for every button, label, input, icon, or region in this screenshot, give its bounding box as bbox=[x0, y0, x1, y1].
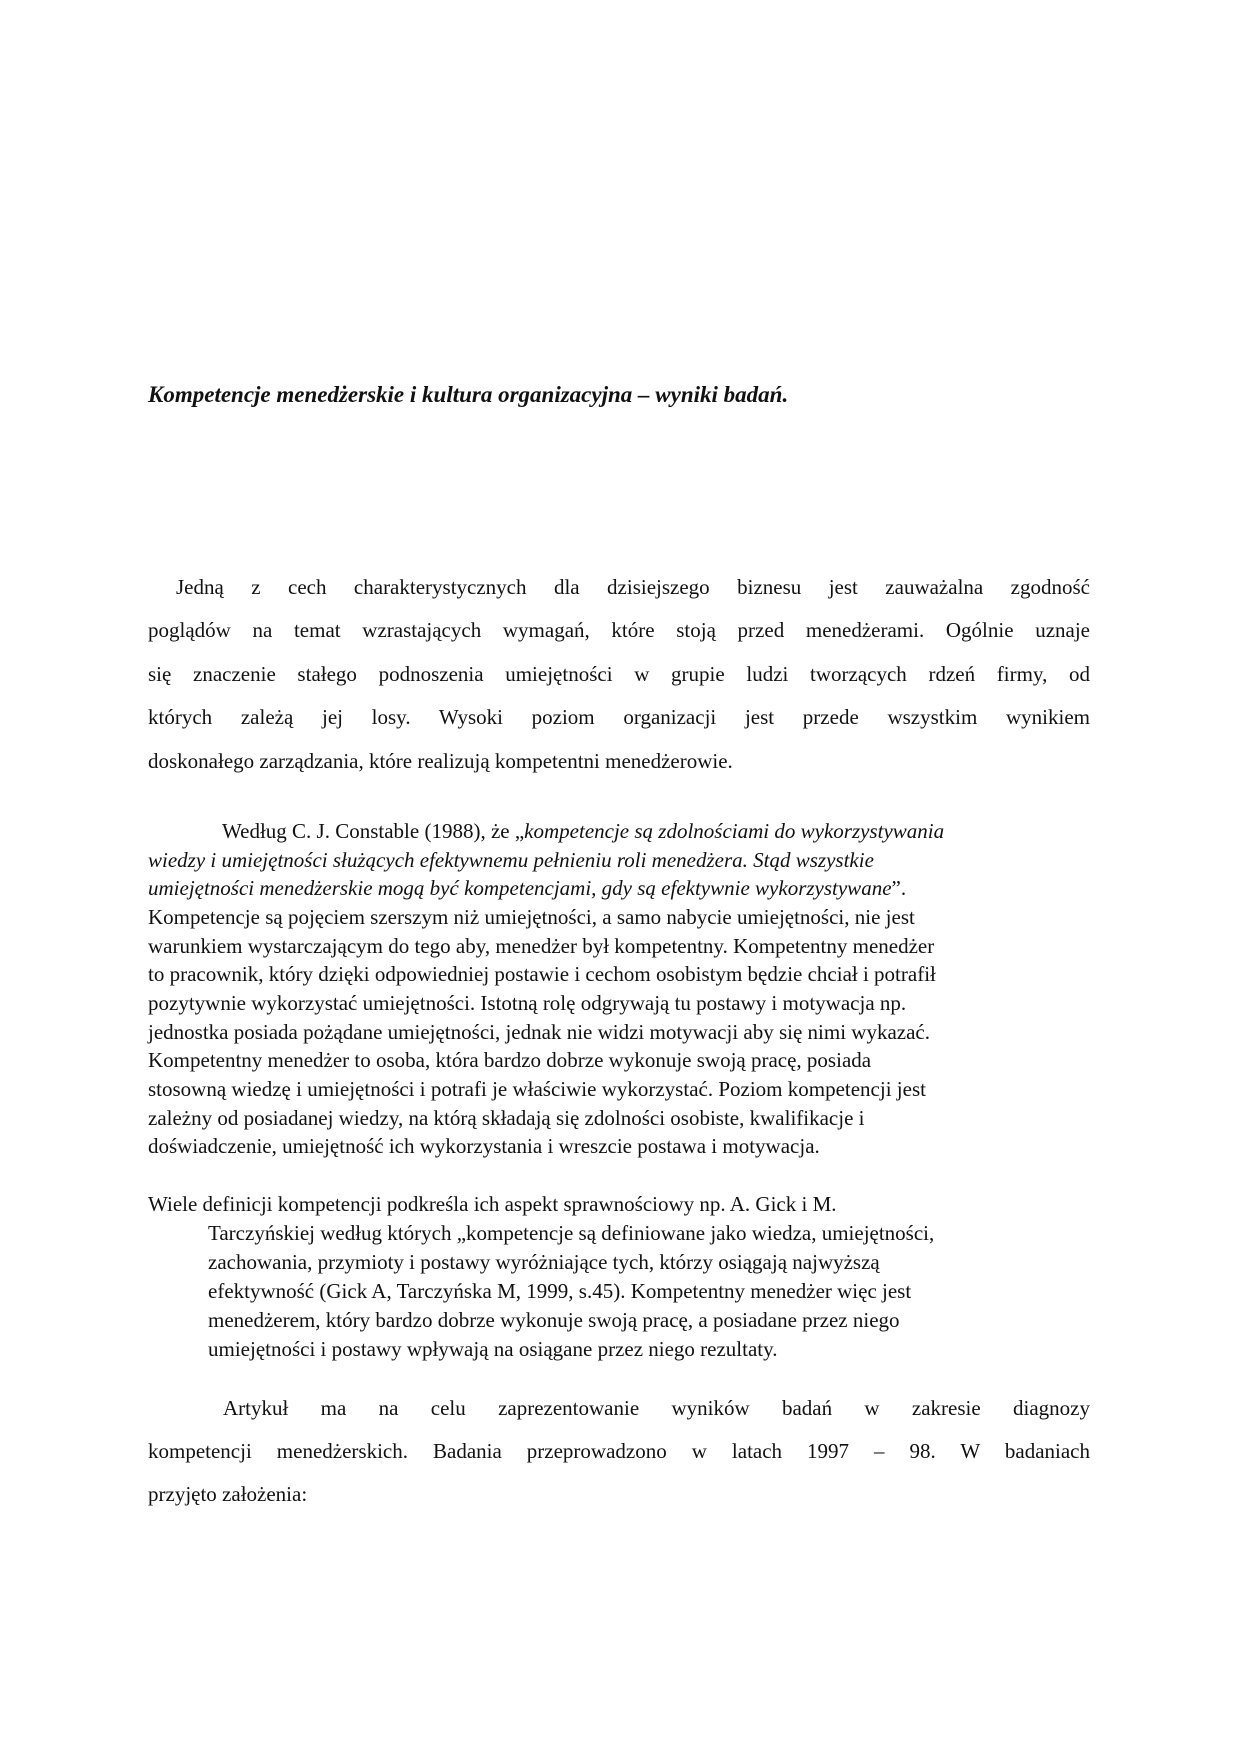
text-line: Kompetencje są pojęciem szerszym niż umiejętności, a samo nabycie umiejętności, nie jest bbox=[148, 905, 915, 929]
text-line: zależny od posiadanej wiedzy, na którą składają się zdolności osobiste, kwalifikacje i bbox=[148, 1106, 865, 1130]
text-line: poglądów na temat wzrastających wymagań, które stoją przed menedżerami. Ogólnie uznaje bbox=[148, 618, 1090, 642]
text-line: doświadczenie, umiejętność ich wykorzystania i wreszcie postawa i motywacja. bbox=[148, 1134, 820, 1158]
text-line: się znaczenie stałego podnoszenia umiejętności w grupie ludzi tworzących rdzeń firmy, od bbox=[148, 662, 1090, 686]
quote-text: wiedzy i umiejętności służących efektywnemu pełnieniu roli menedżera. Stąd wszystkie bbox=[148, 848, 874, 872]
text-line: Kompetentny menedżer to osoba, która bardzo dobrze wykonuje swoją pracę, posiada bbox=[148, 1048, 872, 1072]
text-line: menedżerem, który bardzo dobrze wykonuje swoją pracę, a posiadane przez niego bbox=[208, 1308, 900, 1332]
text-line: Artykuł ma na celu zaprezentowanie wyników badań w zakresie diagnozy bbox=[223, 1396, 1090, 1420]
text-line: kompetencji menedżerskich. Badania przeprowadzono w latach 1997 – 98. W badaniach bbox=[148, 1439, 1090, 1463]
text-line: pozytywnie wykorzystać umiejętności. Istotną rolę odgrywają tu postawy i motywacja np. bbox=[148, 991, 907, 1015]
text-line: stosowną wiedzę i umiejętności i potrafi je właściwie wykorzystać. Poziom kompetencji jest bbox=[148, 1077, 926, 1101]
close-quote: ”. bbox=[891, 876, 907, 900]
text-line: Wiele definicji kompetencji podkreśla ich aspekt sprawnościowy np. A. Gick i M. bbox=[148, 1192, 837, 1216]
text-line: Jedną z cech charakterystycznych dla dzisiejszego biznesu jest zauważalna zgodność bbox=[176, 575, 1090, 599]
text-line: Według C. J. Constable (1988), że „ bbox=[222, 819, 525, 843]
text-line: to pracownik, który dzięki odpowiedniej postawie i cechom osobistym będzie chciał i potrafił bbox=[148, 962, 936, 986]
text-line: jednostka posiada pożądane umiejętności, jednak nie widzi motywacji aby się nimi wykazać. bbox=[148, 1020, 931, 1044]
text-line: Tarczyńskiej według których „kompetencje są definiowane jako wiedza, umiejętności, bbox=[208, 1221, 935, 1245]
text-line: doskonałego zarządzania, które realizują kompetentni menedżerowie. bbox=[148, 749, 733, 773]
text-line: zachowania, przymioty i postawy wyróżniające tych, którzy osiągają najwyższą bbox=[208, 1250, 880, 1274]
text-line: umiejętności i postawy wpływają na osiągane przez niego rezultaty. bbox=[208, 1337, 778, 1361]
text-line: przyjęto założenia: bbox=[148, 1482, 308, 1506]
text-line: efektywność (Gick A, Tarczyńska M, 1999, s.45). Kompetentny menedżer więc jest bbox=[208, 1279, 912, 1303]
quote-text: umiejętności menedżerskie mogą być kompetencjami, gdy są efektywnie wykorzystywane bbox=[148, 876, 892, 900]
quote-text: kompetencje są zdolnościami do wykorzystywania bbox=[524, 819, 945, 843]
text-line: których zależą jej losy. Wysoki poziom organizacji jest przede wszystkim wynikiem bbox=[148, 705, 1090, 729]
document-title: Kompetencje menedżerskie i kultura organizacyjna – wyniki badań. bbox=[148, 382, 789, 407]
text-line: warunkiem wystarczającym do tego aby, menedżer był kompetentny. Kompetentny menedżer bbox=[148, 934, 935, 958]
